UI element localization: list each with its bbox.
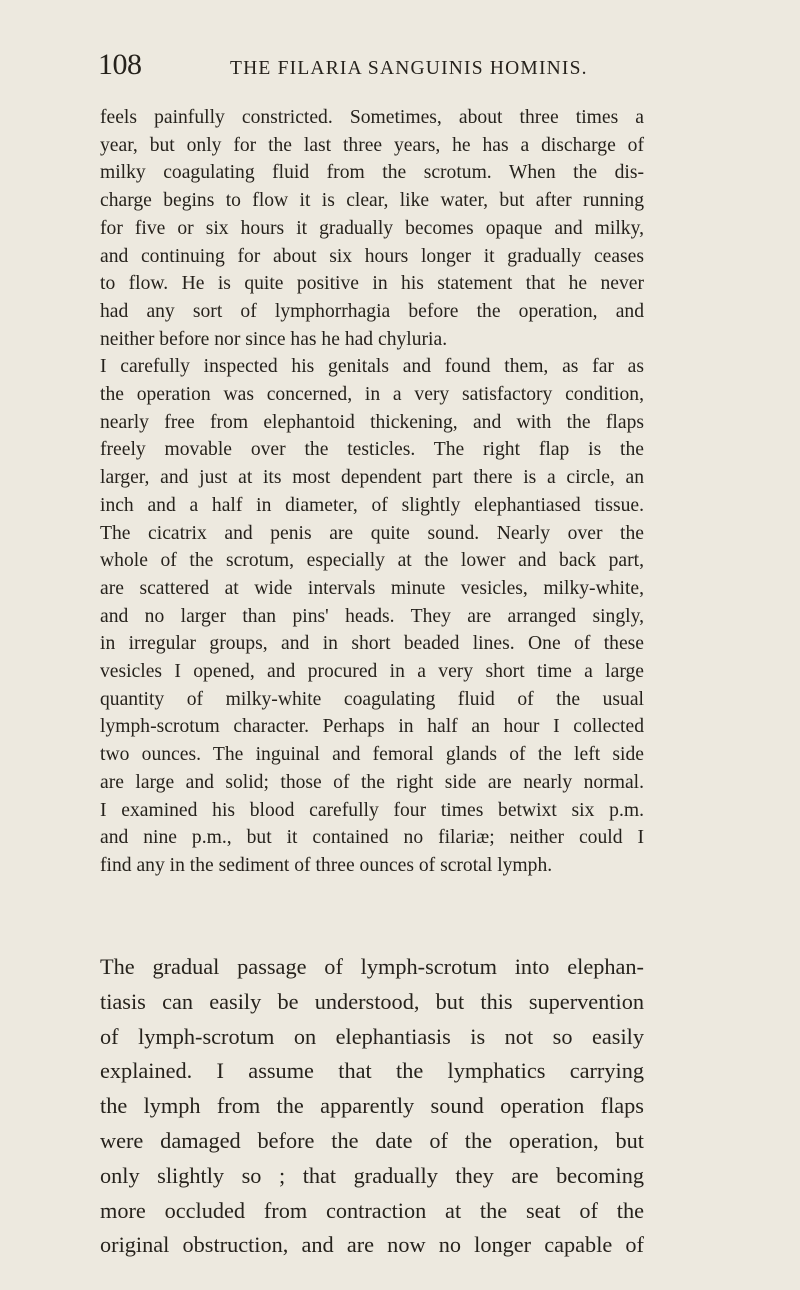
text-line: to flow. He is quite positive in his statement that he never <box>100 273 644 295</box>
text-line: charge begins to flow it is clear, like water, but after running <box>100 190 644 212</box>
large-type-text-block <box>100 950 644 1263</box>
text-line: quantity of milky-white coagulating fluid of the usual <box>100 688 644 710</box>
text-line: are scattered at wide intervals minute vesicles, milky-white, <box>100 577 644 599</box>
text-line: of lymph-scrotum on elephantiasis is not so easily <box>100 1023 644 1049</box>
text-line: the lymph from the apparently sound operation flaps <box>100 1093 644 1119</box>
text-line: original obstruction, and are now no longer capable of <box>100 1232 644 1258</box>
text-line: and no larger than pins' heads. They are arranged singly, <box>100 605 644 627</box>
text-line: had any sort of lymphorrhagia before the operation, and <box>100 300 644 322</box>
text-line: The cicatrix and penis are quite sound. Nearly over the <box>100 522 644 544</box>
text-line: only slightly so ; that gradually they are becoming <box>100 1162 644 1188</box>
text-line: vesicles I opened, and procured in a very short time a large <box>100 661 644 683</box>
text-line: tiasis can easily be understood, but this supervention <box>100 988 644 1014</box>
text-line: freely movable over the testicles. The right flap is the <box>100 439 644 461</box>
text-line: feels painfully constricted. Sometimes, about three times a <box>100 107 644 128</box>
text-line: whole of the scrotum, especially at the lower and back part, <box>100 550 644 572</box>
text-line: more occluded from contraction at the seat of the <box>100 1197 644 1223</box>
text-line: nearly free from elephantoid thickening, and with the flaps <box>100 411 644 433</box>
paragraph <box>100 104 644 353</box>
text-line: neither before nor since has he had chyluria. <box>100 328 448 350</box>
running-head: THE FILARIA SANGUINIS HOMINIS. <box>230 58 588 79</box>
text-line: inch and a half in diameter, of slightly elephantiased tissue. <box>100 494 644 516</box>
paragraph <box>100 353 644 879</box>
small-type-text-block <box>100 104 644 880</box>
text-line: find any in the sediment of three ounces of scrotal lymph. <box>100 854 553 876</box>
text-line: I carefully inspected his genitals and found them, as far as <box>100 356 644 378</box>
text-line: year, but only for the last three years, he has a discharge of <box>100 134 644 156</box>
text-line: were damaged before the date of the operation, but <box>100 1127 644 1153</box>
text-line: for five or six hours it gradually becomes opaque and milky, <box>100 217 644 239</box>
text-line: explained. I assume that the lymphatics carrying <box>100 1058 644 1084</box>
text-line: in irregular groups, and in short beaded lines. One of these <box>100 633 644 655</box>
page-number: 108 <box>98 48 142 81</box>
text-line: larger, and just at its most dependent part there is a circle, an <box>100 467 644 489</box>
text-line: I examined his blood carefully four times betwixt six p.m. <box>100 799 644 821</box>
text-line: are large and solid; those of the right side are nearly normal. <box>100 771 644 793</box>
text-line: and nine p.m., but it contained no filariæ; neither could I <box>100 827 644 849</box>
text-line: two ounces. The inguinal and femoral glands of the left side <box>100 744 644 766</box>
paragraph <box>100 950 644 1263</box>
text-line: and continuing for about six hours longer it gradually ceases <box>100 245 644 267</box>
text-line: the operation was concerned, in a very satisfactory condition, <box>100 384 644 406</box>
text-line: milky coagulating fluid from the scrotum. When the dis- <box>100 162 644 184</box>
text-line: lymph-scrotum character. Perhaps in half an hour I collected <box>100 716 644 738</box>
text-line: The gradual passage of lymph-scrotum into elephan- <box>100 954 644 979</box>
